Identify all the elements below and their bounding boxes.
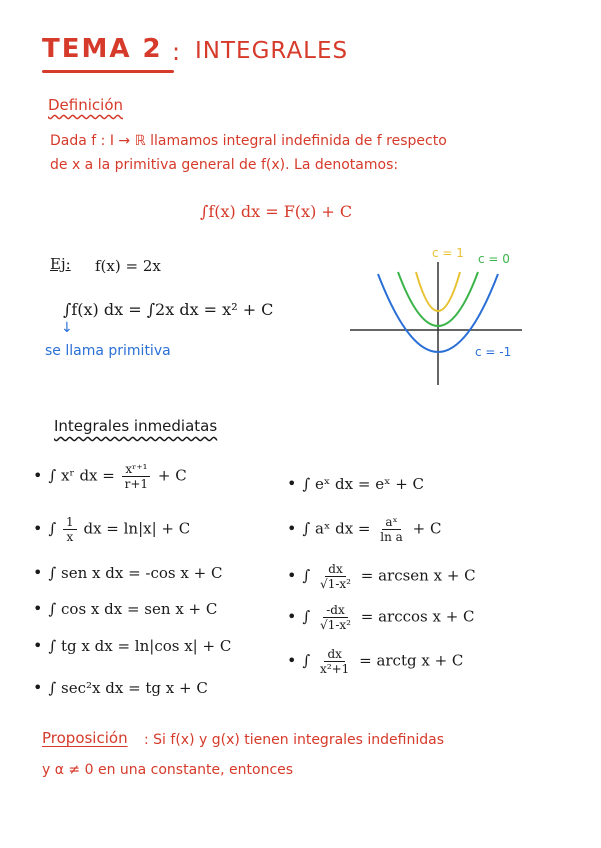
parabola-c-0 — [398, 272, 478, 326]
example-label: Ej: — [50, 255, 71, 273]
formula-exp: • ∫ eˣ dx = eˣ + C — [287, 474, 425, 493]
formula-reciprocal: • ∫ $\frac{1}{x}$ dx = ln|x| + C — [33, 515, 191, 544]
page-title: TEMA 2 — [42, 34, 163, 64]
formula-arccos: • ∫ $\frac{-dx}{\text{√1-x²}}$ = arccos x + C — [287, 603, 475, 632]
definition-line-2: de x a la primitiva general de f(x). La denotamos: — [50, 157, 399, 173]
title-underline — [42, 70, 174, 73]
title-colon: : — [172, 38, 181, 66]
formula-cosine: • ∫ cos x dx = sen x + C — [33, 599, 218, 618]
example-function: f(x) = 2x — [95, 257, 161, 275]
primitive-note: se llama primitiva — [45, 343, 171, 359]
formula-exp-a: • ∫ aˣ dx = $\frac{\text{aˣ}}{\text{ln a}}$ + C — [287, 515, 442, 544]
page-subtitle: INTEGRALES — [195, 38, 349, 64]
parabola-c-1 — [416, 272, 460, 311]
formula-tangent: • ∫ tg x dx = ln|cos x| + C — [33, 636, 232, 655]
graph-label-c0: c = 0 — [478, 252, 510, 266]
definition-formula: ∫f(x) dx = F(x) + C — [200, 202, 353, 221]
definition-heading: Definición — [48, 96, 123, 114]
formula-arctan: • ∫ $\frac{dx}{\text{x²+1}}$ = arctg x + C — [287, 647, 464, 676]
proposition-line-1: : Si f(x) y g(x) tienen integrales indefinidas — [144, 732, 445, 748]
definition-line-1: Dada f : I → ℝ llamamos integral indefinida de f respecto — [50, 133, 447, 149]
graph-label-cm1: c = -1 — [475, 345, 512, 359]
parabola-c-minus-1 — [378, 274, 498, 352]
formula-secant: • ∫ sec²x dx = tg x + C — [33, 678, 208, 697]
graph-label-c1: c = 1 — [432, 246, 464, 260]
formula-sine: • ∫ sen x dx = -cos x + C — [33, 563, 223, 582]
formula-power: • ∫ xʳ dx = $\frac{\text{xʳ⁺¹}}{r+1}$ + C — [33, 462, 187, 491]
immediate-heading: Integrales inmediatas — [54, 417, 218, 435]
primitive-arrow: ↓ — [61, 320, 73, 336]
formula-arcsin: • ∫ $\frac{dx}{\text{√1-x²}}$ = arcsen x + C — [287, 562, 476, 591]
proposition-line-2: y α ≠ 0 en una constante, entonces — [42, 762, 294, 778]
example-integral: ∫f(x) dx = ∫2x dx = x² + C — [63, 300, 274, 319]
proposition-label: Proposición — [42, 729, 128, 747]
